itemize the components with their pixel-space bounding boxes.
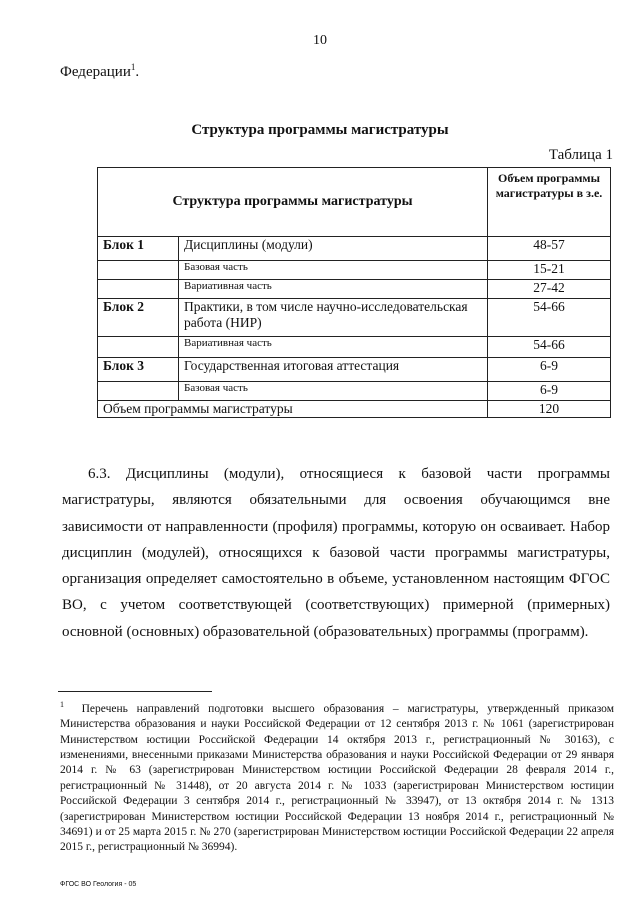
row-value: 6-9	[488, 358, 611, 382]
table-row	[98, 382, 611, 401]
table-total-row	[98, 401, 611, 418]
row-value: 27-42	[488, 280, 611, 299]
paragraph-text: 6.3. Дисциплины (модули), относящиеся к базовой части программы магистратуры, являются обязательными для освоения обучающимся вне зависимости от направленности (профиля) программы, которую он осваивает. Набор дисциплин (модулей), относящихся к базовой части программы магистратуры, организация определяет самостоятельно в объеме, установленном настоящим ФГОС ВО, с учетом соответствующей (соответствующих) примерной (примерных) основной (основных) образовательной (образовательных) программы (программ).	[62, 466, 610, 640]
footnote-reference: 1	[130, 62, 136, 72]
block-label	[98, 337, 179, 358]
table-row	[98, 358, 611, 382]
row-value: 54-66	[488, 337, 611, 358]
block-label: Блок 1	[98, 237, 179, 261]
row-value: 6-9	[488, 382, 611, 401]
footnote-mark: 1	[60, 700, 64, 709]
footnote-text: Перечень направлений подготовки высшего образования – магистратуры, утвержденный приказом Министерства образования и науки Российской Федерации от 12 сентября 2013 г. № 1061 (зарегистрирован Министерством юстиции Российской Федерации 14 октября 2013 г., регистрационный № 30163), с изменениями, внесенными приказами Министерства образования и науки Российской Федерации от 29 января 2014 г. № 63 (зарегистрирован Министерством юстиции Российской Федерации 28 февраля 2014 г., регистрационный № 31448), от 20 августа 2014 г. № 1033 (зарегистрирован Министерством юстиции Российской Федерации 3 сентября 2014 г., регистрационный № 33947), от 13 октября 2014 г. № 1313 (зарегистрирован Министерством юстиции Российской Федерации 13 ноября 2014 г., регистрационный № 34691) и от 25 марта 2015 г. № 270 (зарегистрирован Министерством юстиции Российской Федерации 22 апреля 2015 г., регистрационный № 36994).	[60, 702, 614, 854]
footnote	[60, 697, 614, 856]
table-row	[98, 337, 611, 358]
row-name: Базовая часть	[179, 261, 488, 280]
lead-suffix: .	[135, 64, 140, 80]
lead-word: Федерации	[60, 64, 131, 80]
row-name: Вариативная часть	[179, 280, 488, 299]
row-value: 48-57	[488, 237, 611, 261]
block-label	[98, 261, 179, 280]
row-value: 15-21	[488, 261, 611, 280]
row-name: Государственная итоговая аттестация	[179, 358, 488, 382]
header-volume: Объем программы магистратуры в з.е.	[488, 168, 611, 237]
page-number: 10	[313, 33, 327, 48]
row-name: Вариативная часть	[179, 337, 488, 358]
header-structure: Структура программы магистратуры	[98, 168, 488, 237]
row-name: Дисциплины (модули)	[179, 237, 488, 261]
total-label: Объем программы магистратуры	[98, 401, 488, 418]
row-name: Базовая часть	[179, 382, 488, 401]
body-paragraph	[62, 461, 610, 645]
block-label: Блок 2	[98, 299, 179, 337]
block-label	[98, 280, 179, 299]
table-row	[98, 237, 611, 261]
row-name: Практики, в том числе научно-исследовательская работа (НИР)	[179, 299, 488, 337]
page-footer: ФГОС ВО Геология - 05	[60, 881, 137, 888]
block-label: Блок 3	[98, 358, 179, 382]
table-header-row	[98, 168, 611, 237]
lead-text	[60, 62, 139, 81]
table-caption: Таблица 1	[548, 147, 613, 163]
total-value: 120	[488, 401, 611, 418]
program-structure-table	[97, 167, 611, 418]
row-value: 54-66	[488, 299, 611, 337]
table-row	[98, 280, 611, 299]
section-title: Структура программы магистратуры	[191, 122, 449, 138]
block-label	[98, 382, 179, 401]
table-row	[98, 299, 611, 337]
table-row	[98, 261, 611, 280]
footnote-divider	[58, 691, 212, 692]
